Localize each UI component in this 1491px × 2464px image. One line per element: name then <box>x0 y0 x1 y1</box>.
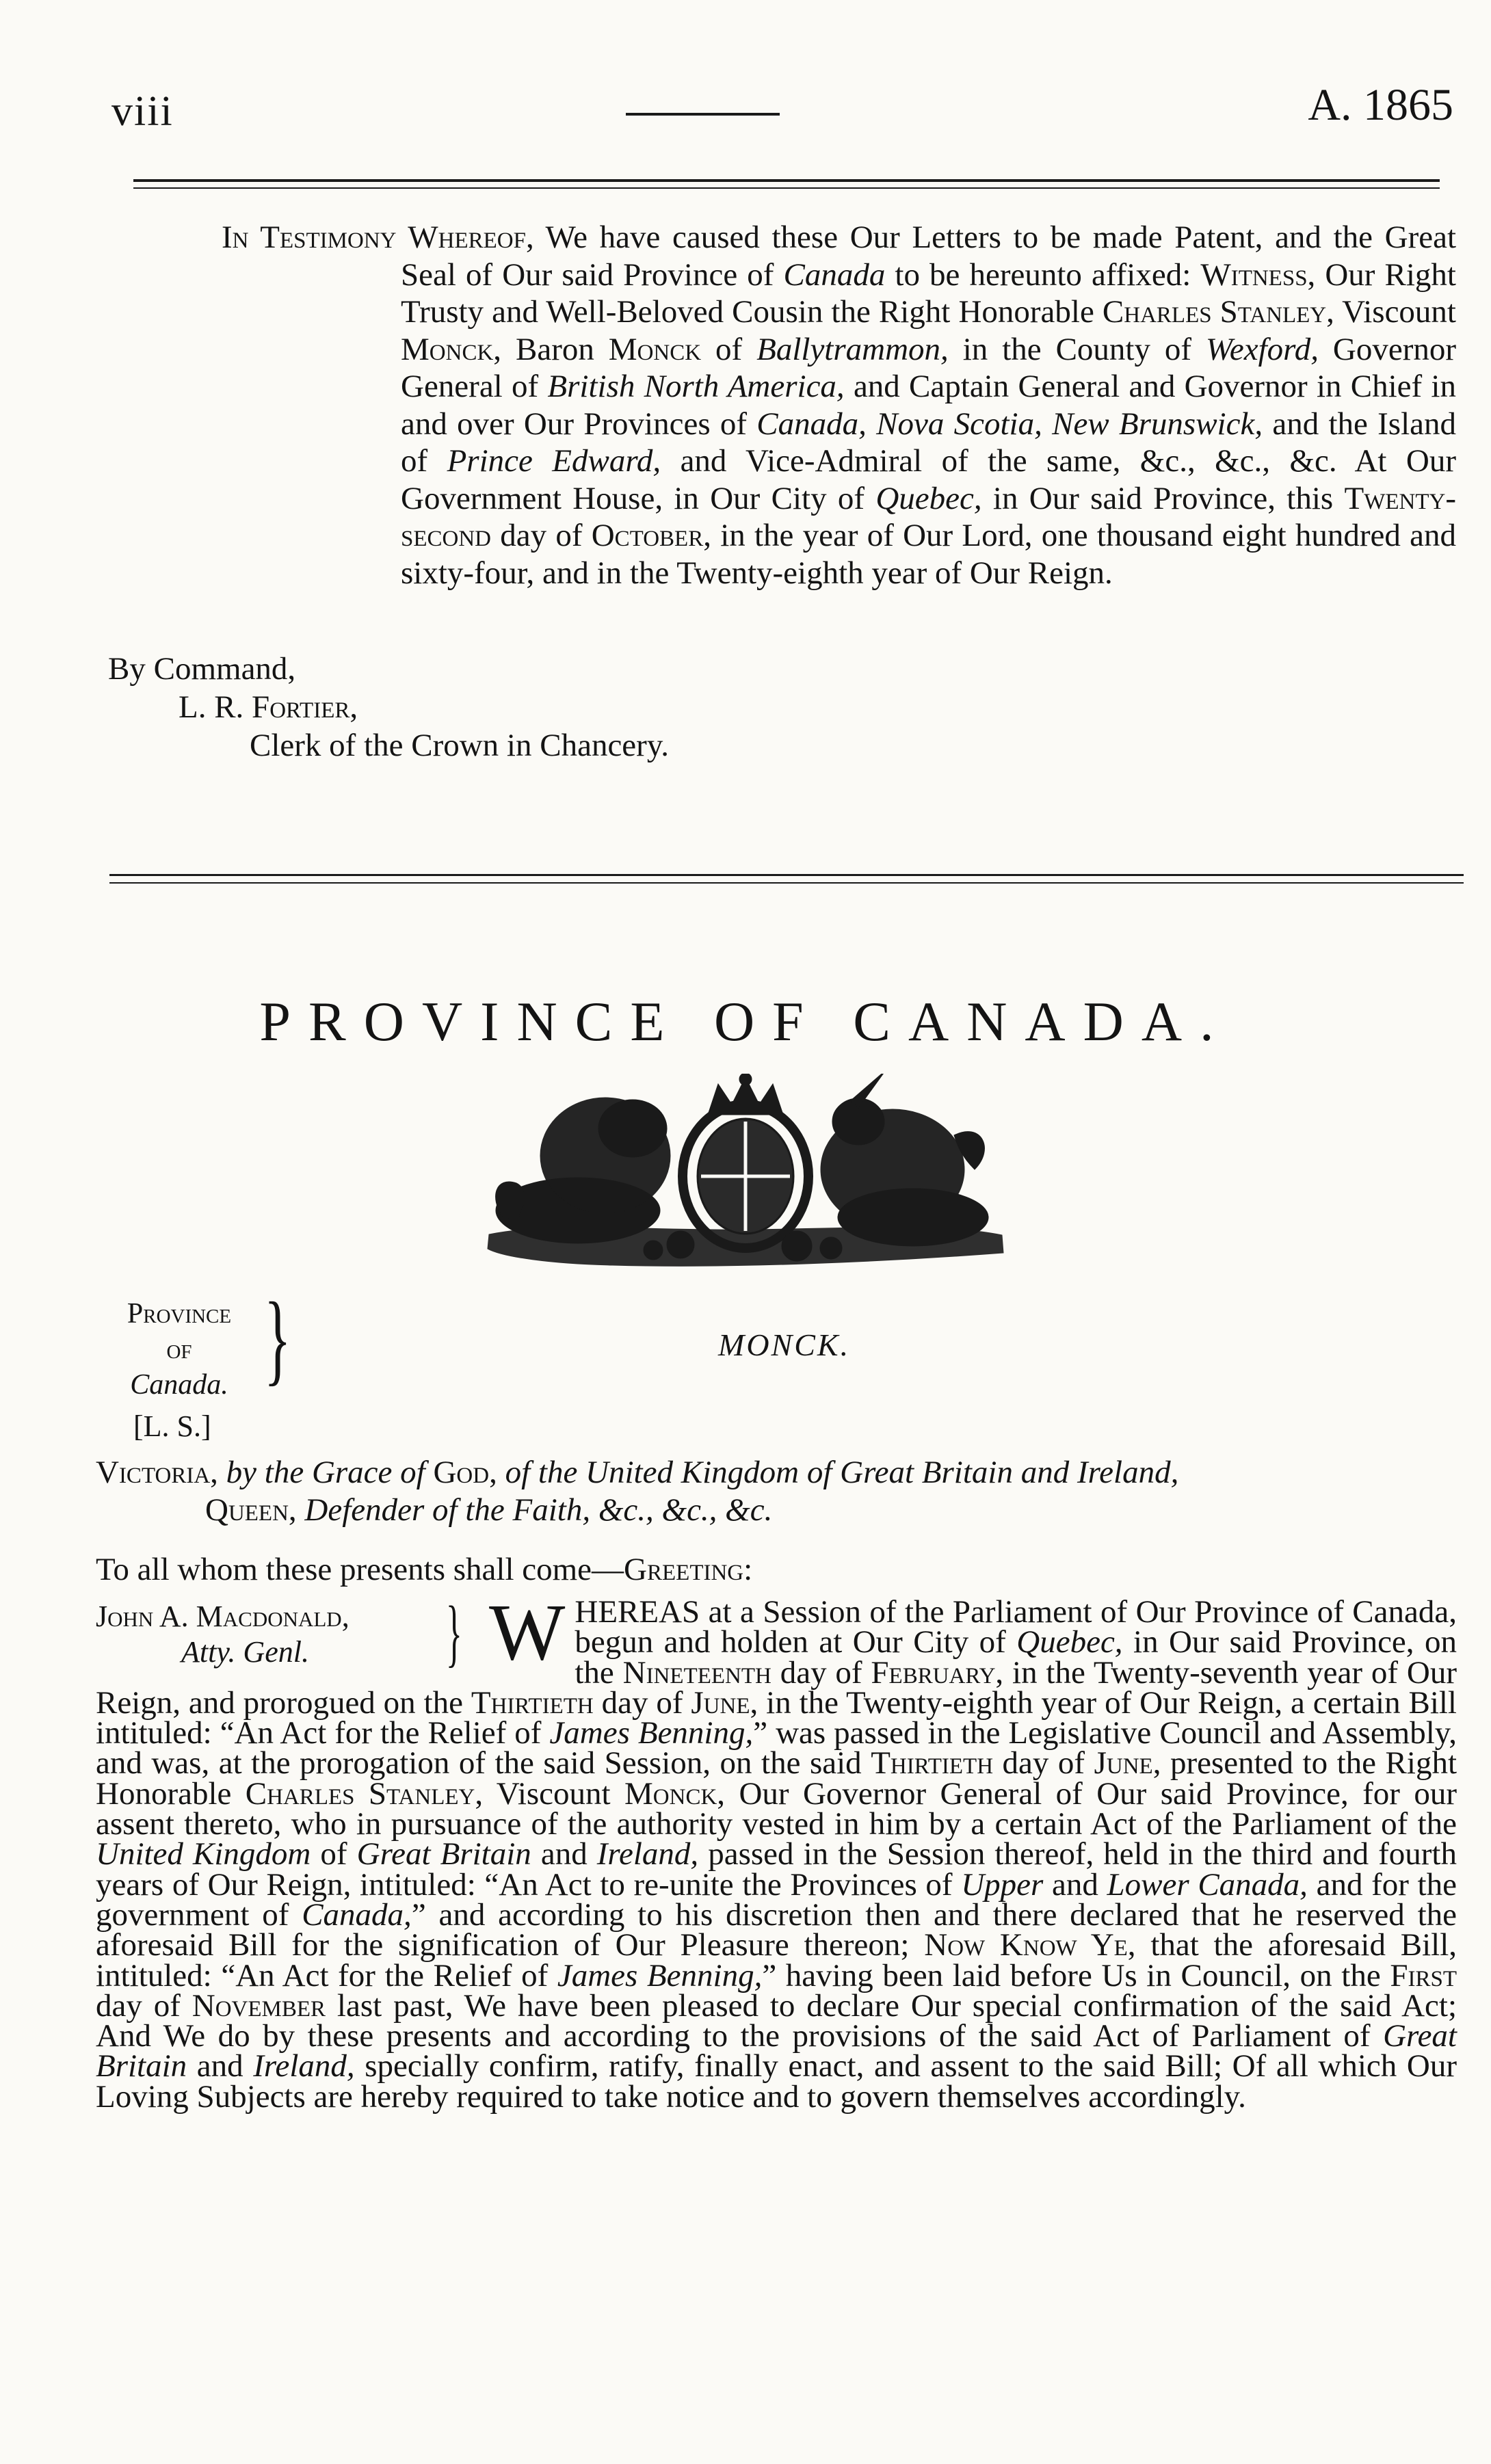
signatory-office: Clerk of the Crown in Chancery. <box>250 728 670 763</box>
province-seal-label <box>101 1296 257 1403</box>
canada-label: Canada. <box>130 1369 228 1401</box>
section-rule-bottom <box>109 882 1464 884</box>
signatory-fortier: L. R. Fortier, <box>179 689 358 725</box>
by-command-block <box>108 650 669 765</box>
page-title: PROVINCE OF CANADA. <box>259 990 1232 1052</box>
page-number: viii <box>111 88 174 135</box>
header-dash <box>626 113 780 116</box>
drop-cap: W <box>489 1587 566 1677</box>
royal-coat-of-arms <box>475 1074 1016 1279</box>
governor-signature: MONCK. <box>718 1327 851 1362</box>
header-rule-bottom <box>133 187 1440 189</box>
signatory-brace: } <box>446 1591 462 1674</box>
by-command-line: By Command, <box>108 651 296 687</box>
testimony-paragraph: In Testimony Whereof, We have caused these Our Letters to be made Patent, and the Great Seal of Our said Province of Canada to be hereunto affixed: Witness, Our Right Trusty and Well-Beloved Cousin the Right Honorable Charles Stanley, Viscount Monck, Baron Monck of Ballytrammon, in the County of Wexford, Governor General of British North America, and Captain General and Governor in Chief in and over Our Provinces of Canada, Nova Scotia, New Brunswick, and the Island of Prince Edward, and Vice-Admiral of the same, &c., &c., &c. At Our Government House, in Our City of Quebec, in Our said Province, this Twenty-second day of October, in the year of Our Lord, one thousand eight hundred and sixty-four, and in the Twenty-eighth year of Our Reign. <box>222 220 1457 591</box>
attorney-name: John A. Macdonald, <box>96 1600 349 1633</box>
royal-style: Victoria, by the Grace of God, of the United Kingdom of Great Britain and Ireland, Queen, Defender of the Faith, &c., &c., &c. <box>96 1455 1179 1528</box>
section-rule-top <box>109 874 1464 876</box>
province-label: Province <box>127 1298 232 1329</box>
of-label: of <box>166 1334 192 1365</box>
page-year: A. 1865 <box>1308 80 1453 130</box>
attorney-general-block <box>96 1599 349 1670</box>
greeting-line: To all whom these presents shall come—Greeting: <box>96 1552 753 1587</box>
testimony-lead: In Testimony Whereof, <box>222 220 534 255</box>
right-brace: } <box>264 1282 291 1395</box>
great-seal-label: [L. S.] <box>133 1409 211 1443</box>
header-rule-top <box>133 179 1440 182</box>
proclamation-body: WHEREAS at a Session of the Parliament of Our Province of Canada, begun and holden at Our City of Quebec, in Our said Province, on the Nineteenth day of February, in the Twenty-seventh year of Our Reign, and prorogued on the Thirtieth day of June, in the Twenty-eighth year of Our Reign, a certain Bill intituled: “An Act for the Relief of James Benning,” was passed in the Legislative Council and Assembly, and was, at the prorogation of the said Session, on the said Thirtieth day of June, presented to the Right Honorable Charles Stanley, Viscount Monck, Our Governor General of Our said Province, for our assent thereto, who in pursuance of the authority vested in him by a certain Act of the Parliament of the United Kingdom of Great Britain and Ireland, passed in the Session thereof, held in the third and fourth years of Our Reign, intituled: “An Act to re-unite the Provinces of Upper and Lower Canada, and for the government of Canada,” and according to his discretion then and there declared that he reserved the aforesaid Bill for the signification of Our Pleasure thereon; Now Know Ye, that the aforesaid Bill, intituled: “An Act for the Relief of James Benning,” having been laid before Us in Council, on the First day of November last past, We have been pleased to declare Our special confirmation of the said Act; And We do by these presents and according to the provisions of the said Act of Parliament of Great Britain and Ireland, specially confirm, ratify, finally enact, and assent to the said Bill; Of all which Our Loving Subjects are hereby required to take notice and to govern themselves accordingly. <box>96 1587 1457 2115</box>
attorney-title: Atty. Genl. <box>181 1635 309 1669</box>
